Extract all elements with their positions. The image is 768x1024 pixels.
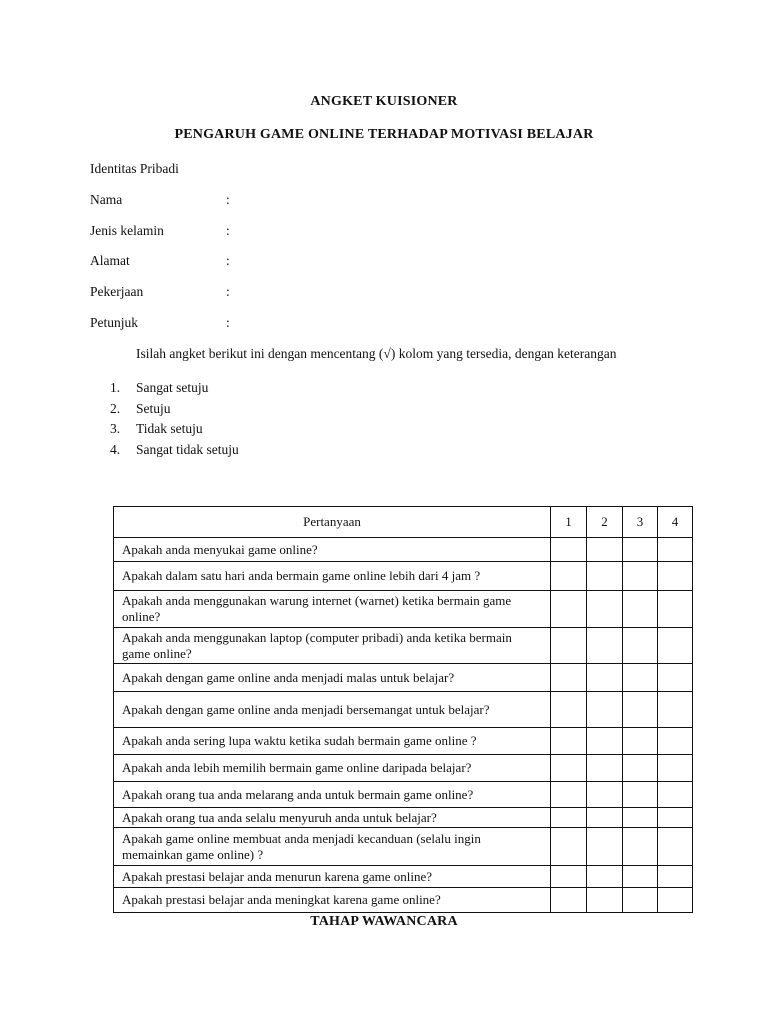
question-text: Apakah game online membuat anda menjadi kecanduan (selalu ingin memainkan game online) ?	[114, 828, 551, 866]
answer-cell[interactable]	[623, 808, 658, 828]
answer-cell[interactable]	[551, 866, 587, 888]
question-text: Apakah anda menyukai game online?	[114, 538, 551, 562]
answer-cell[interactable]	[587, 888, 623, 913]
answer-cell[interactable]	[551, 692, 587, 728]
field-colon: :	[226, 192, 230, 207]
header-scale-4: 4	[658, 507, 693, 538]
list-item: 3. Tidak setuju	[110, 421, 203, 436]
answer-cell[interactable]	[587, 782, 623, 808]
answer-cell[interactable]	[658, 755, 693, 782]
answer-cell[interactable]	[587, 692, 623, 728]
answer-cell[interactable]	[551, 538, 587, 562]
answer-cell[interactable]	[587, 664, 623, 692]
answer-cell[interactable]	[623, 828, 658, 866]
answer-cell[interactable]	[551, 828, 587, 866]
answer-cell[interactable]	[658, 692, 693, 728]
question-text: Apakah prestasi belajar anda meningkat karena game online?	[114, 888, 551, 913]
answer-cell[interactable]	[587, 538, 623, 562]
answer-cell[interactable]	[623, 562, 658, 591]
question-text: Apakah anda lebih memilih bermain game online daripada belajar?	[114, 755, 551, 782]
question-text: Apakah prestasi belajar anda menurun karena game online?	[114, 866, 551, 888]
table-row	[114, 888, 693, 913]
answer-cell[interactable]	[587, 828, 623, 866]
header-scale-2: 2	[587, 507, 623, 538]
header-scale-3: 3	[623, 507, 658, 538]
question-text: Apakah dengan game online anda menjadi bersemangat untuk belajar?	[114, 692, 551, 728]
table-row	[114, 562, 693, 591]
answer-cell[interactable]	[623, 728, 658, 755]
answer-cell[interactable]	[658, 538, 693, 562]
document-subtitle: PENGARUH GAME ONLINE TERHADAP MOTIVASI BELAJAR	[174, 127, 594, 142]
answer-cell[interactable]	[551, 562, 587, 591]
answer-cell[interactable]	[658, 591, 693, 628]
answer-cell[interactable]	[658, 782, 693, 808]
table-row	[114, 828, 693, 866]
table-row	[114, 808, 693, 828]
instruction-text: Isilah angket berikut ini dengan mencentang (√) kolom yang tersedia, dengan keterangan	[136, 346, 617, 361]
table-row	[114, 782, 693, 808]
answer-cell[interactable]	[551, 782, 587, 808]
interview-stage-heading: TAHAP WAWANCARA	[310, 914, 458, 929]
answer-cell[interactable]	[587, 808, 623, 828]
answer-cell[interactable]	[658, 628, 693, 664]
answer-cell[interactable]	[623, 628, 658, 664]
answer-cell[interactable]	[658, 728, 693, 755]
answer-cell[interactable]	[551, 728, 587, 755]
table-row	[114, 728, 693, 755]
question-text: Apakah anda menggunakan warung internet (warnet) ketika bermain game online?	[114, 591, 551, 628]
table-row	[114, 692, 693, 728]
answer-cell[interactable]	[623, 591, 658, 628]
answer-cell[interactable]	[658, 888, 693, 913]
field-colon: :	[226, 284, 230, 299]
field-label-jenis-kelamin: Jenis kelamin	[90, 223, 164, 238]
answer-cell[interactable]	[623, 755, 658, 782]
field-label-alamat: Alamat	[90, 253, 130, 268]
field-colon: :	[226, 315, 230, 330]
answer-cell[interactable]	[587, 628, 623, 664]
answer-cell[interactable]	[658, 664, 693, 692]
table-row	[114, 591, 693, 628]
question-text: Apakah anda menggunakan laptop (computer pribadi) anda ketika bermain game online?	[114, 628, 551, 664]
list-item: 2. Setuju	[110, 400, 171, 416]
identity-heading: Identitas Pribadi	[90, 161, 179, 176]
table-row	[114, 538, 693, 562]
answer-cell[interactable]	[623, 782, 658, 808]
list-item: 4. Sangat tidak setuju	[110, 441, 239, 457]
question-text: Apakah orang tua anda selalu menyuruh anda untuk belajar?	[114, 808, 551, 828]
answer-cell[interactable]	[587, 866, 623, 888]
table-row	[114, 628, 693, 664]
answer-cell[interactable]	[587, 728, 623, 755]
table-row	[114, 755, 693, 782]
question-text: Apakah anda sering lupa waktu ketika sudah bermain game online ?	[114, 728, 551, 755]
table-row	[114, 664, 693, 692]
table-header-row	[114, 507, 693, 538]
answer-cell[interactable]	[587, 755, 623, 782]
field-colon: :	[226, 253, 230, 268]
field-label-pekerjaan: Pekerjaan	[90, 284, 144, 299]
header-scale-1: 1	[551, 507, 587, 538]
answer-cell[interactable]	[623, 888, 658, 913]
answer-cell[interactable]	[658, 562, 693, 591]
answer-cell[interactable]	[551, 628, 587, 664]
question-text: Apakah dengan game online anda menjadi malas untuk belajar?	[114, 664, 551, 692]
document-title: ANGKET KUISIONER	[310, 94, 458, 109]
answer-cell[interactable]	[623, 866, 658, 888]
answer-cell[interactable]	[623, 538, 658, 562]
question-text: Apakah dalam satu hari anda bermain game online lebih dari 4 jam ?	[114, 562, 551, 591]
answer-cell[interactable]	[551, 888, 587, 913]
answer-cell[interactable]	[551, 808, 587, 828]
questionnaire-table	[113, 506, 693, 913]
header-question: Pertanyaan	[114, 507, 551, 538]
answer-cell[interactable]	[658, 808, 693, 828]
field-label-petunjuk: Petunjuk	[90, 315, 139, 330]
answer-cell[interactable]	[623, 664, 658, 692]
scale-list	[110, 378, 239, 460]
answer-cell[interactable]	[551, 755, 587, 782]
answer-cell[interactable]	[658, 828, 693, 866]
answer-cell[interactable]	[551, 591, 587, 628]
answer-cell[interactable]	[587, 562, 623, 591]
field-colon: :	[226, 223, 230, 238]
answer-cell[interactable]	[658, 866, 693, 888]
table-row	[114, 866, 693, 888]
question-text: Apakah orang tua anda melarang anda untuk bermain game online?	[114, 782, 551, 808]
field-label-nama: Nama	[90, 192, 123, 207]
answer-cell[interactable]	[551, 664, 587, 692]
answer-cell[interactable]	[623, 692, 658, 728]
answer-cell[interactable]	[587, 591, 623, 628]
list-item: 1. Sangat setuju	[110, 380, 209, 395]
